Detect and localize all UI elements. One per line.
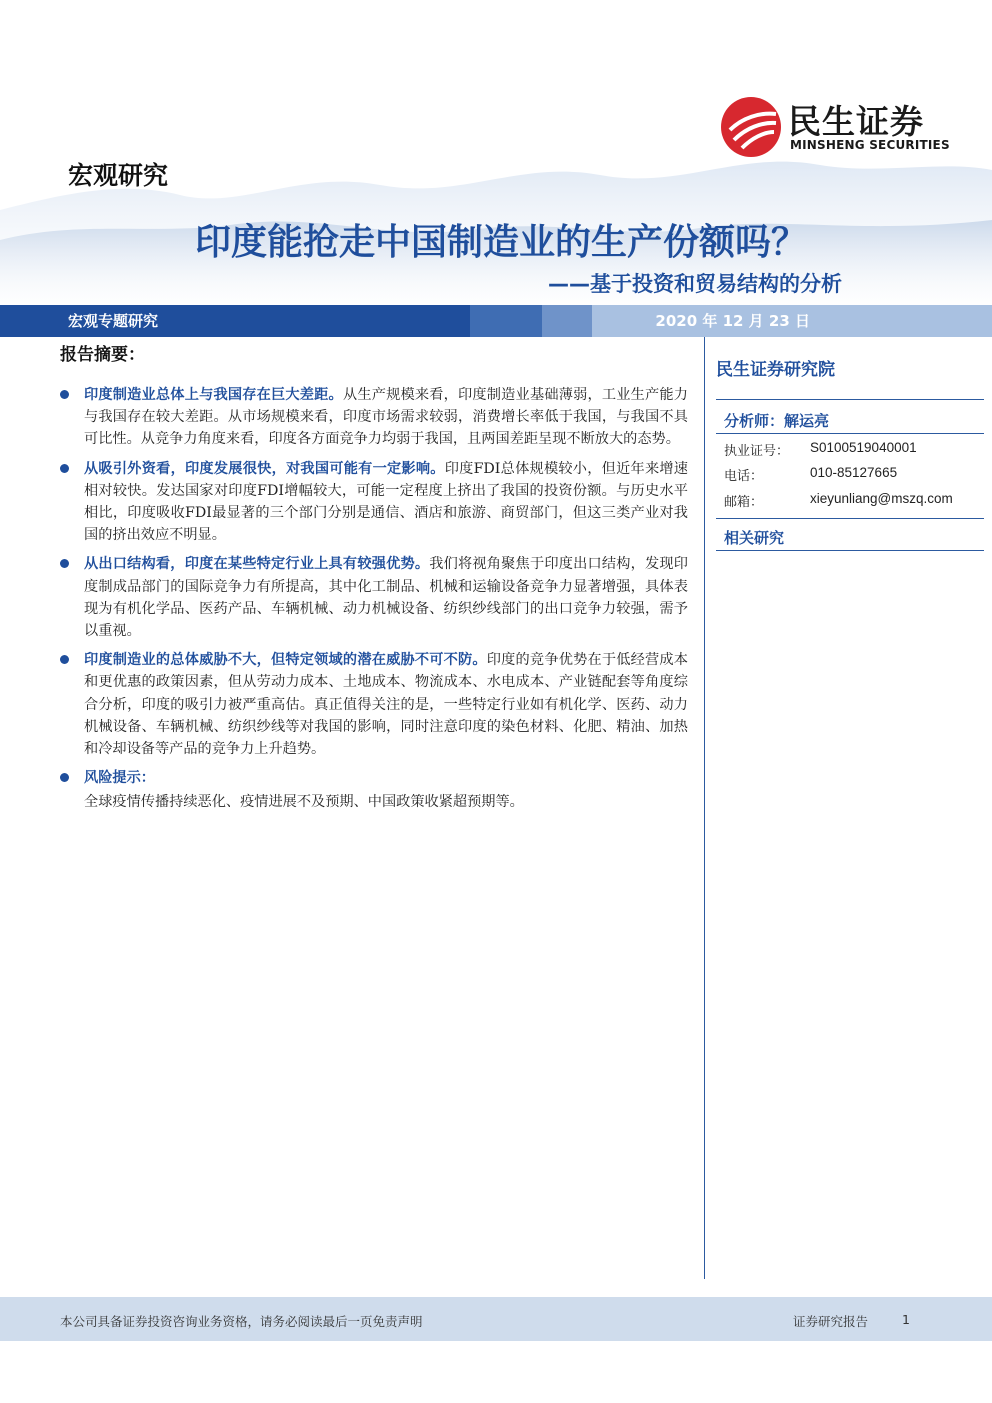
- abstract-lead: 从吸引外资看，印度发展很快，对我国可能有一定影响。: [84, 460, 445, 477]
- license-value: S0100519040001: [810, 440, 917, 455]
- abstract-item: [58, 458, 688, 547]
- analyst-name: 分析师：解运亮: [724, 412, 830, 430]
- bullet-icon: [60, 390, 69, 399]
- risk-text: 全球疫情传播持续恶化、疫情进展不及预期、中国政策收紧超预期等。: [84, 794, 524, 811]
- page-number: 1: [902, 1312, 910, 1327]
- phone-value: 010-85127665: [810, 465, 898, 480]
- abstract-lead: 印度制造业的总体威胁不大，但特定领域的潜在威胁不可不防。: [84, 652, 487, 669]
- bullet-icon: [60, 559, 69, 568]
- email-value[interactable]: xieyunliang@mszq.com: [810, 491, 953, 506]
- risk-heading-paragraph: [84, 767, 688, 789]
- report-type-label: 宏观专题研究: [68, 312, 159, 330]
- abstract-lead: 印度制造业总体上与我国存在巨大差距。: [84, 387, 343, 403]
- research-institute: 民生证券研究院: [716, 360, 835, 380]
- report-subtitle: ——基于投资和贸易结构的分析: [548, 272, 842, 296]
- sidebar-divider: [716, 550, 984, 551]
- phone-label: 电话：: [724, 469, 764, 484]
- brand-logo: [720, 96, 960, 158]
- related-research-heading: 相关研究: [724, 529, 785, 547]
- abstract-paragraph: [84, 384, 688, 451]
- email-label: 邮箱：: [724, 495, 764, 510]
- abstract-content: [58, 384, 688, 813]
- logo-text-cn: 民生证券: [788, 102, 924, 141]
- abstract-paragraph: [84, 458, 688, 547]
- report-date: 2020 年 12 月 23 日: [655, 312, 810, 330]
- sidebar-divider: [716, 433, 984, 434]
- sidebar-divider: [716, 518, 984, 519]
- bullet-icon: [60, 773, 69, 782]
- license-label: 执业证号：: [724, 444, 790, 459]
- abstract-body: 我们将视角聚焦于印度出口结构，发现印度制成品部门的国际竞争力有所提高，其中化工制品、机械和运输设备竞争力显著增强，具体表现为有机化学品、医药产品、车辆机械、动力机械设备、纺织纱线部门的出口竞争力较强，需予以重视。: [84, 556, 688, 640]
- logo-text-en: MINSHENG SECURITIES: [790, 138, 950, 152]
- abstract-paragraph: [84, 553, 688, 642]
- abstract-item: [58, 649, 688, 760]
- abstract-lead: 从出口结构看，印度在某些特定行业上具有较强优势。: [84, 556, 430, 573]
- abstract-heading: 报告摘要：: [60, 345, 145, 365]
- abstract-paragraph: [84, 649, 688, 760]
- bullet-icon: [60, 464, 69, 473]
- footer-disclaimer: 本公司具备证券投资咨询业务资格，请务必阅读最后一页免责声明: [60, 1314, 423, 1329]
- abstract-body: 印度的竞争优势在于低经营成本和更优惠的政策因素，但从劳动力成本、土地成本、物流成本、水电成本、产业链配套等角度综合分析，印度的吸引力被严重高估。真正值得关注的是，一些特定行业如有机化学、医药、动力机械设备、车辆机械、纺织纱线等对我国的影响，同时注意印度的染色材料、化肥、精油、加热和冷却设备等产品的竞争力上升趋势。: [84, 652, 688, 758]
- abstract-body: 从生产规模来看，印度制造业基础薄弱，工业生产能力与我国存在较大差距。从市场规模来看，印度市场需求较弱，消费增长率低于我国，与我国不具可比性。从竞争力角度来看，印度各方面竞争力均弱于我国，且两国差距呈现不断放大的态势。: [84, 387, 688, 448]
- risk-item: [58, 767, 688, 789]
- column-divider: [704, 337, 705, 1279]
- risk-heading: 风险提示：: [84, 770, 155, 787]
- footer-doc-type: 证券研究报告: [793, 1314, 869, 1329]
- report-title: 印度能抢走中国制造业的生产份额吗？: [194, 222, 807, 263]
- abstract-item: [58, 553, 688, 642]
- abstract-body: 印度FDI总体规模较小，但近年来增速相对较快。发达国家对印度FDI增幅较大，可能一定程度上挤出了我国的投资份额。与历史水平相比，印度吸收FDI最显著的三个部门分别是通信、酒店和旅游、商贸部门，但这三类产业对我国的挤出效应不明显。: [84, 460, 688, 544]
- bullet-icon: [60, 655, 69, 664]
- abstract-item: [58, 384, 688, 451]
- minsheng-logo-icon: [720, 96, 782, 158]
- report-category: 宏观研究: [68, 161, 169, 190]
- sidebar-divider: [716, 399, 984, 400]
